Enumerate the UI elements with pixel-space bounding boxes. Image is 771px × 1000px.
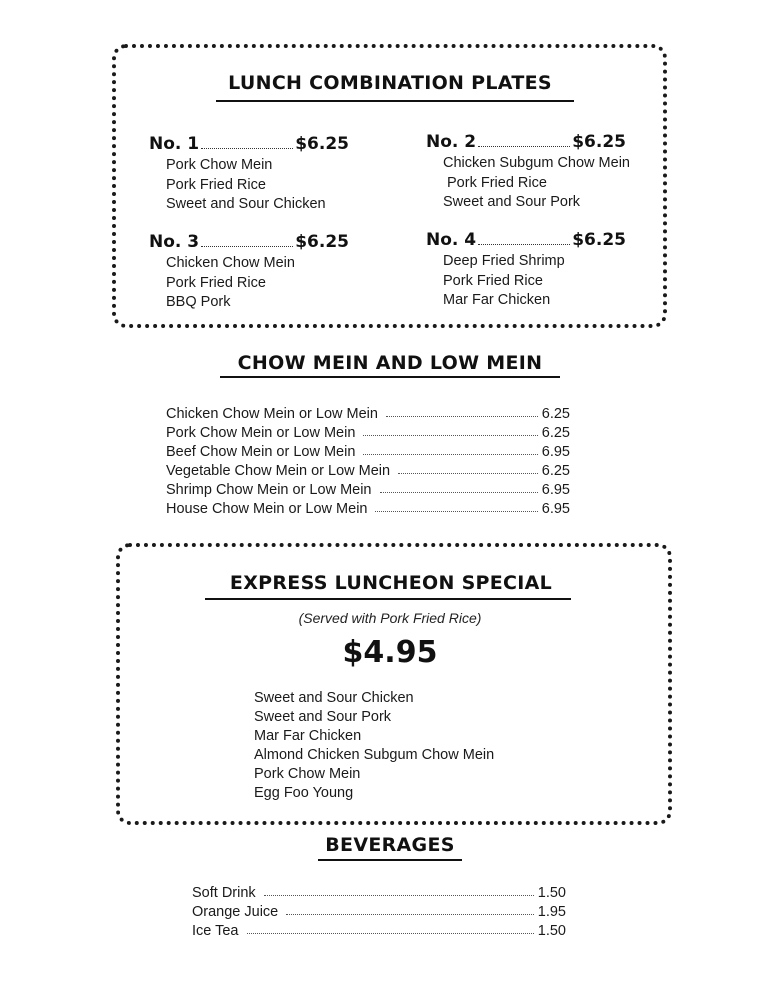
combo-plate-price: $6.25	[572, 230, 626, 250]
chow-mein-list	[166, 403, 570, 517]
combo-plate-label: No. 3	[149, 232, 200, 252]
combo-item: Pork Fried Rice	[447, 174, 547, 191]
menu-item-price: 6.25	[541, 406, 570, 422]
special-item: Almond Chicken Subgum Chow Mein	[254, 747, 495, 763]
combo-item: Deep Fried Shrimp	[443, 253, 565, 269]
menu-item-name: Pork Chow Mein or Low Mein	[166, 425, 356, 441]
leader-dots	[201, 245, 293, 247]
combo-item: Pork Fried Rice	[166, 274, 266, 291]
combo-plate-price: $6.25	[295, 134, 349, 154]
leader-dots	[478, 145, 570, 147]
combo-plate-price: $6.25	[295, 232, 349, 252]
leader-dots	[398, 473, 538, 474]
menu-item-price: 6.95	[541, 501, 570, 517]
combo-item: BBQ Pork	[166, 294, 231, 310]
leader-dots	[380, 492, 538, 493]
menu-item-name: Ice Tea	[192, 923, 239, 939]
express-special-title: EXPRESS LUNCHEON SPECIAL	[229, 572, 553, 594]
menu-item-price: 1.50	[537, 885, 566, 901]
beverages-list	[192, 882, 566, 939]
special-item: Egg Foo Young	[254, 785, 354, 801]
menu-item-price: 6.25	[541, 425, 570, 441]
menu-row	[166, 422, 570, 441]
menu-row	[166, 403, 570, 422]
leader-dots	[363, 435, 537, 436]
lunch-combo-title: LUNCH COMBINATION PLATES	[228, 72, 552, 94]
menu-item-name: Shrimp Chow Mein or Low Mein	[166, 482, 372, 498]
combo-item: Sweet and Sour Chicken	[166, 196, 326, 212]
combo-item: Chicken Subgum Chow Mein	[443, 155, 630, 171]
menu-row	[192, 920, 566, 939]
combo-plate-label: No. 2	[426, 132, 477, 152]
menu-item-name: Beef Chow Mein or Low Mein	[166, 444, 356, 460]
menu-item-name: House Chow Mein or Low Mein	[166, 501, 368, 517]
menu-item-price: 6.95	[541, 444, 570, 460]
leader-dots	[286, 914, 534, 915]
beverages-title: BEVERAGES	[325, 834, 455, 856]
combo-plate-2	[426, 130, 630, 213]
express-special-subtitle: (Served with Pork Fried Rice)	[298, 610, 482, 626]
menu-item-price: 6.25	[541, 463, 570, 479]
leader-dots	[201, 147, 293, 149]
combo-plate-label: No. 4	[426, 230, 477, 250]
combo-item: Pork Chow Mein	[166, 157, 273, 173]
menu-item-name: Vegetable Chow Mein or Low Mein	[166, 463, 391, 479]
combo-plate-4	[426, 228, 626, 311]
leader-dots	[264, 895, 534, 896]
menu-item-price: 1.95	[537, 904, 566, 920]
leader-dots	[247, 933, 534, 934]
express-special-price: $4.95	[342, 635, 438, 670]
combo-plate-1	[149, 132, 349, 215]
combo-item: Mar Far Chicken	[443, 292, 551, 308]
leader-dots	[375, 511, 537, 512]
menu-row	[166, 460, 570, 479]
leader-dots	[386, 416, 538, 417]
menu-item-price: 6.95	[541, 482, 570, 498]
menu-item-name: Soft Drink	[192, 885, 256, 901]
combo-item: Chicken Chow Mein	[166, 255, 295, 271]
express-special-title-underline	[205, 598, 571, 600]
menu-item-name: Chicken Chow Mein or Low Mein	[166, 406, 378, 422]
menu-row	[192, 901, 566, 920]
menu-row	[166, 441, 570, 460]
combo-item: Sweet and Sour Pork	[443, 194, 581, 210]
special-item: Mar Far Chicken	[254, 728, 362, 744]
special-item: Sweet and Sour Chicken	[254, 690, 414, 706]
combo-plate-price: $6.25	[572, 132, 626, 152]
special-item: Pork Chow Mein	[254, 766, 361, 782]
leader-dots	[363, 454, 537, 455]
chow-mein-title: CHOW MEIN AND LOW MEIN	[237, 352, 543, 374]
combo-plate-label: No. 1	[149, 134, 200, 154]
menu-row	[166, 498, 570, 517]
combo-item: Pork Fried Rice	[443, 272, 543, 289]
beverages-title-underline	[318, 859, 462, 861]
chow-mein-title-underline	[220, 376, 560, 378]
special-item: Sweet and Sour Pork	[254, 709, 392, 725]
lunch-combo-title-underline	[216, 100, 574, 102]
menu-item-price: 1.50	[537, 923, 566, 939]
menu-row	[166, 479, 570, 498]
combo-item: Pork Fried Rice	[166, 176, 266, 193]
leader-dots	[478, 243, 570, 245]
express-special-list	[254, 689, 494, 803]
menu-item-name: Orange Juice	[192, 904, 279, 920]
menu-row	[192, 882, 566, 901]
combo-plate-3	[149, 230, 349, 313]
